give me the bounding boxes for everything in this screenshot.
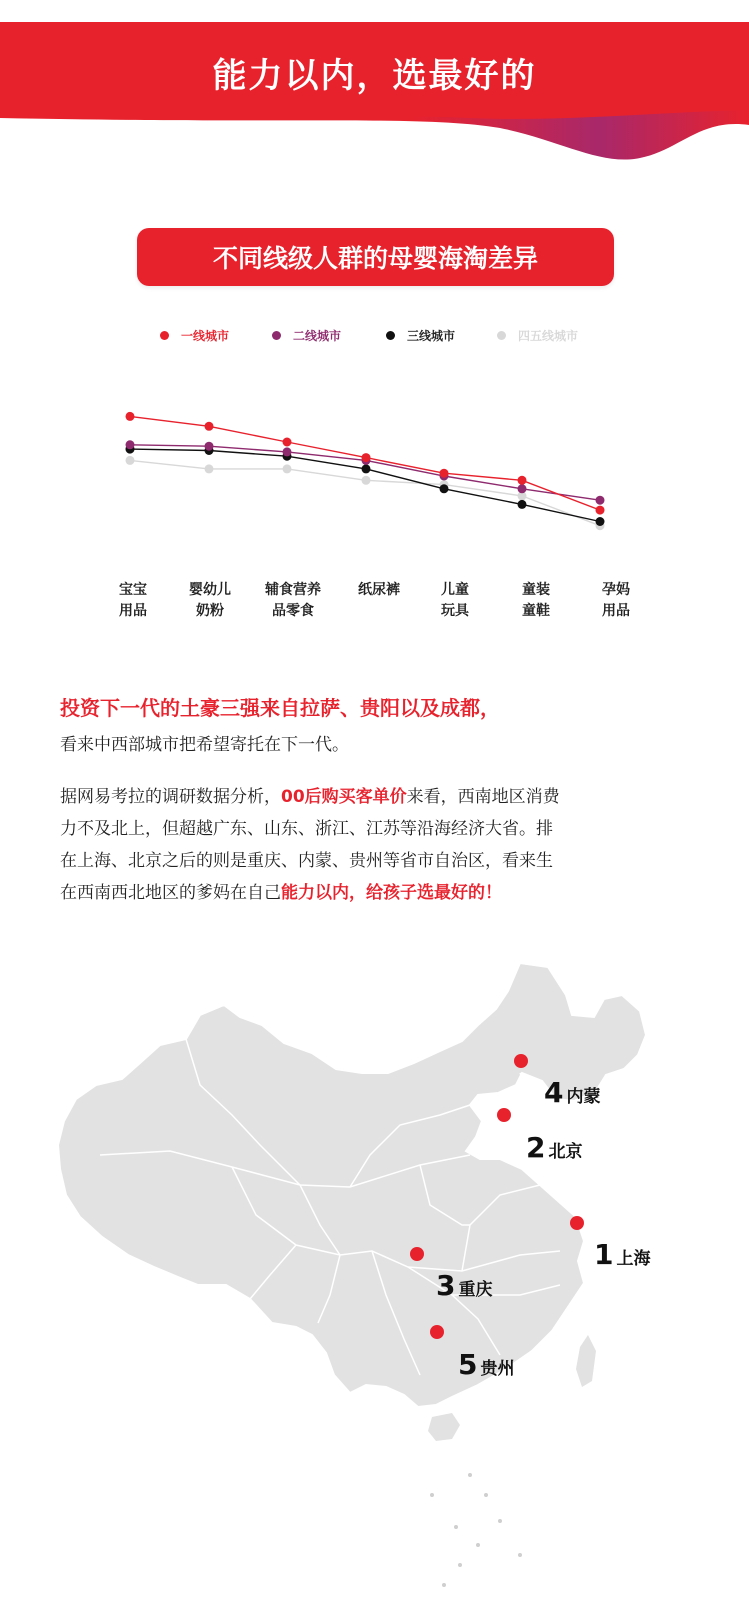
category-label-snacks [253,580,333,622]
legend-item-tier1 [160,327,229,344]
chart-legend [0,327,749,347]
map-taiwan-island [576,1335,596,1387]
legend-label-tier45: 四五线城市 [518,329,579,343]
category-label-line1: 儿童 [441,582,469,598]
data-point-s2-c5 [518,500,527,509]
text-span: 来看，西南地区消费 [406,787,560,807]
map-hainan-island [428,1413,460,1441]
data-point-s0-c5 [518,476,527,485]
data-point-s0-c6 [596,506,605,515]
legend-item-tier2 [272,327,341,344]
data-point-s2-c4 [440,484,449,493]
data-point-s1-c6 [596,496,605,505]
section-title: 不同线级人群的母婴海淘差异 [137,228,614,286]
legend-dot-tier2 [272,331,281,340]
map-label-chongqing [436,1269,492,1302]
category-label-line1: 辅食营养 [265,582,321,598]
category-label-line1: 纸尿裤 [358,582,400,598]
rank-city: 贵州 [480,1359,515,1379]
data-point-s1-c1 [205,442,214,451]
map-marker-beijing [497,1108,511,1122]
data-point-s0-c1 [205,422,214,431]
rank-number: 3 [436,1269,456,1302]
category-label-line2: 用品 [119,603,147,619]
category-label-infant-formula [170,580,250,622]
map-label-shanghai [594,1238,650,1271]
data-point-s3-c0 [126,456,135,465]
category-label-line2: 童鞋 [522,603,550,619]
banner-title: 能力以内，选最好的 [212,56,537,96]
legend-label-tier3: 三线城市 [407,329,456,343]
legend-dot-tier45 [497,331,506,340]
legend-item-tier3 [386,327,455,344]
category-label-line2: 玩具 [441,603,469,619]
data-point-s3-c1 [205,464,214,473]
china-map [0,955,749,1614]
category-label-line1: 童装 [522,582,550,598]
paragraph-line [60,781,700,813]
legend-label-tier1: 一线城市 [181,329,230,343]
category-label-toys [415,580,495,622]
data-point-s1-c0 [126,440,135,449]
category-label-line2: 用品 [602,603,630,619]
south-sea-islands [430,1473,522,1587]
paragraph-line: 在上海、北京之后的则是重庆、内蒙、贵州等省市自治区，看来生 [60,851,553,871]
map-marker-chongqing [410,1247,424,1261]
rank-number: 4 [544,1076,564,1109]
map-label-beijing [526,1131,582,1164]
map-label-inner-mongolia [544,1076,600,1109]
rank-city: 内蒙 [566,1087,601,1107]
legend-label-tier2: 二线城市 [293,329,342,343]
highlight-text: 00后购买客单价 [281,787,407,807]
header-banner [0,0,749,170]
body-paragraph [60,781,700,909]
legend-dot-tier3 [386,331,395,340]
category-label-line2: 奶粉 [196,603,224,619]
rank-number: 2 [526,1131,546,1164]
data-point-s2-c3 [362,464,371,473]
subline: 看来中西部城市把希望寄托在下一代。 [60,735,349,755]
category-label-clothing [496,580,576,622]
map-label-guizhou [458,1348,514,1381]
category-label-line2: 品零食 [272,603,314,619]
rank-number: 5 [458,1348,478,1381]
data-point-s1-c5 [518,484,527,493]
line-chart [0,380,749,540]
category-label-line1: 婴幼儿 [189,582,231,598]
category-label-diapers [339,580,419,601]
data-point-s0-c2 [283,438,292,447]
rank-city: 重庆 [458,1280,493,1300]
data-point-s2-c6 [596,517,605,526]
map-marker-shanghai [570,1216,584,1230]
rank-city: 上海 [616,1249,651,1269]
data-point-s3-c3 [362,476,371,485]
data-point-s1-c2 [283,447,292,456]
highlight-text: 能力以内，给孩子选最好的！ [281,883,502,903]
legend-dot-tier1 [160,331,169,340]
rank-number: 1 [594,1238,614,1271]
rank-city: 北京 [548,1142,583,1162]
paragraph-line: 力不及北上，但超越广东、山东、浙江、江苏等沿海经济大省。排 [60,819,553,839]
legend-item-tier45 [497,327,578,344]
category-label-baby-goods [93,580,173,622]
paragraph-line [60,877,700,909]
data-point-s0-c3 [362,453,371,462]
category-label-line1: 孕妈 [602,582,630,598]
category-label-line1: 宝宝 [119,582,147,598]
map-marker-guizhou [430,1325,444,1339]
text-span: 据网易考拉的调研数据分析， [60,787,281,807]
category-label-maternity [576,580,656,622]
text-span: 在西南西北地区的爹妈在自己 [60,883,281,903]
data-point-s0-c0 [126,412,135,421]
data-point-s0-c4 [440,469,449,478]
headline: 投资下一代的土豪三强来自拉萨、贵阳以及成都， [60,696,500,720]
map-marker-inner-mongolia [514,1054,528,1068]
data-point-s3-c2 [283,464,292,473]
